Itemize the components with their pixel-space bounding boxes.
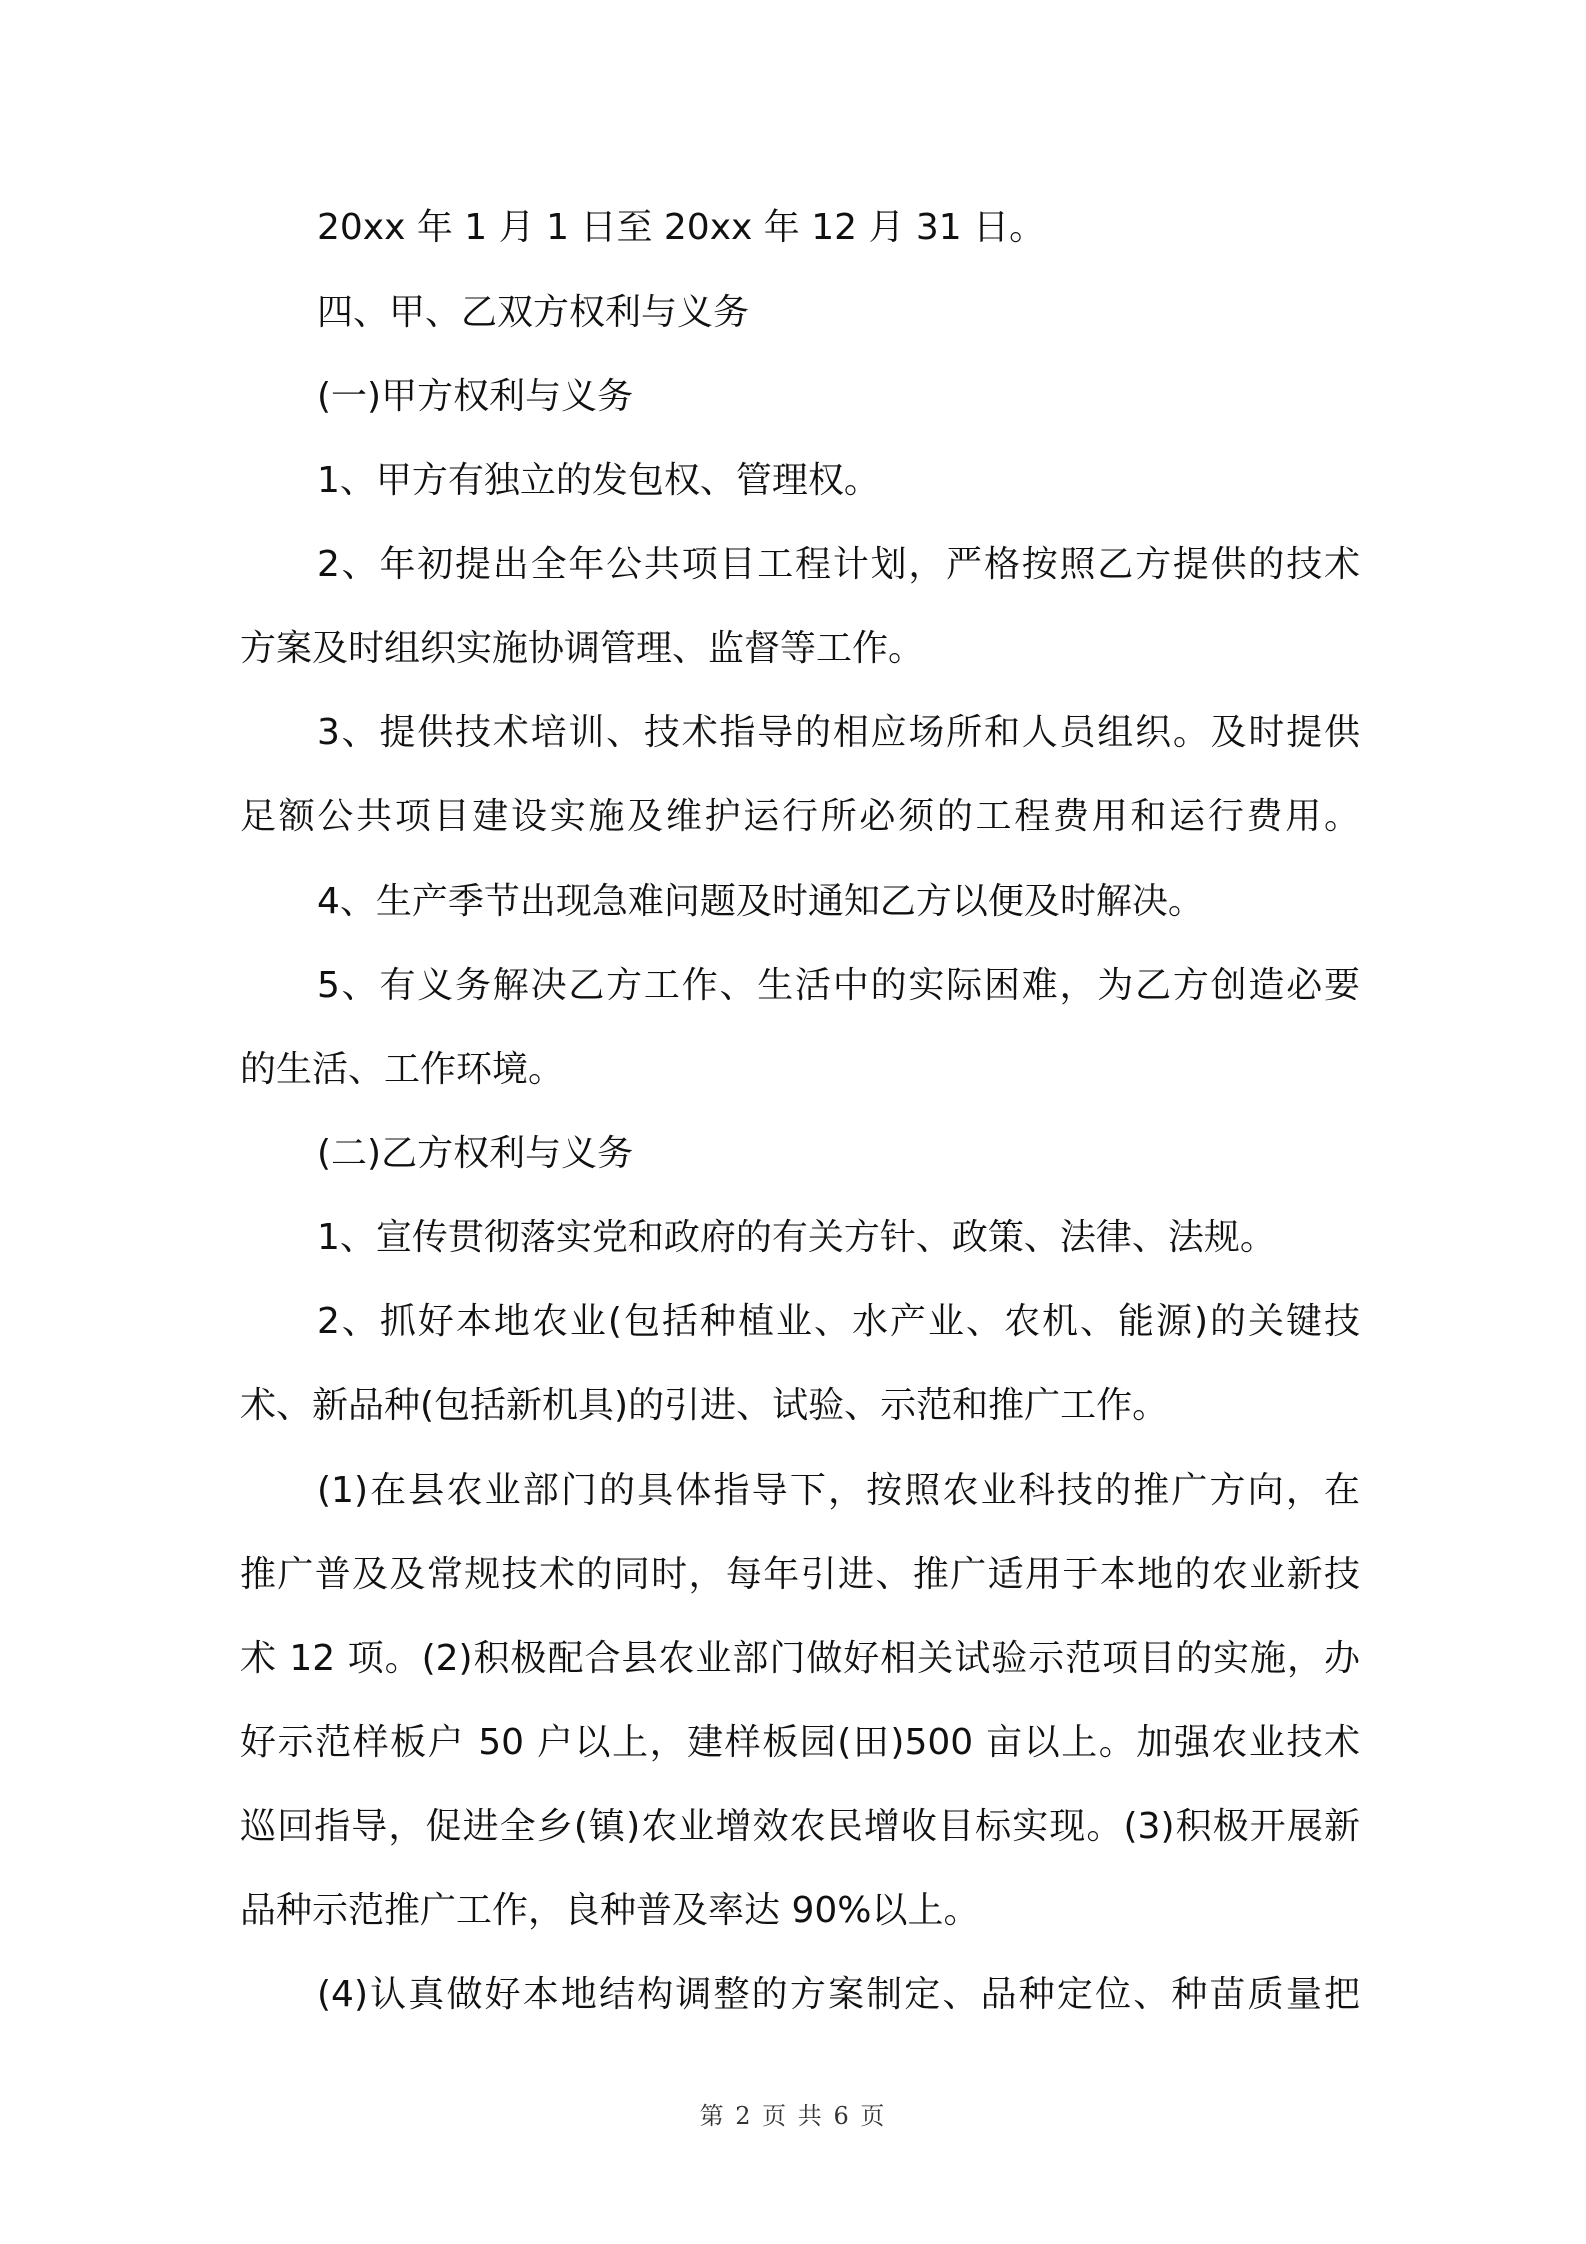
paragraph-line: 好示范样板户 50 户以上，建样板园(田)500 亩以上。加强农业技术	[240, 1722, 1360, 1763]
paragraph-line: 方案及时组织实施协调管理、监督等工作。	[240, 628, 925, 669]
paragraph-line: 4、生产季节出现急难问题及时通知乙方以便及时解决。	[317, 881, 1204, 922]
paragraph-line: 术、新品种(包括新机具)的引进、试验、示范和推广工作。	[240, 1385, 1169, 1426]
paragraph-line: 2、抓好本地农业(包括种植业、水产业、农机、能源)的关键技	[317, 1301, 1360, 1342]
paragraph-line: 推广普及及常规技术的同时，每年引进、推广适用于本地的农业新技	[240, 1554, 1360, 1595]
page-number-footer: 第 2 页 共 6 页	[699, 2102, 887, 2130]
subsection-heading: (一)甲方权利与义务	[317, 376, 634, 417]
section-heading: 四、甲、乙双方权利与义务	[317, 292, 750, 333]
paragraph-line: 5、有义务解决乙方工作、生活中的实际困难，为乙方创造必要	[317, 965, 1360, 1006]
paragraph-line: 20xx 年 1 月 1 日至 20xx 年 12 月 31 日。	[317, 207, 1046, 248]
paragraph-line: 2、年初提出全年公共项目工程计划，严格按照乙方提供的技术	[317, 544, 1360, 585]
paragraph-line: (4)认真做好本地结构调整的方案制定、品种定位、种苗质量把	[317, 1974, 1360, 2015]
paragraph-line: (1)在县农业部门的具体指导下，按照农业科技的推广方向，在	[317, 1470, 1360, 1511]
paragraph-line: 巡回指导，促进全乡(镇)农业增效农民增收目标实现。(3)积极开展新	[240, 1806, 1360, 1847]
subsection-heading: (二)乙方权利与义务	[317, 1133, 634, 1174]
paragraph-line: 的生活、工作环境。	[240, 1049, 565, 1090]
paragraph-line: 1、宣传贯彻落实党和政府的有关方针、政策、法律、法规。	[317, 1217, 1276, 1258]
paragraph-line: 1、甲方有独立的发包权、管理权。	[317, 460, 880, 501]
paragraph-line: 品种示范推广工作，良种普及率达 90%以上。	[240, 1890, 980, 1931]
paragraph-line: 术 12 项。(2)积极配合县农业部门做好相关试验示范项目的实施，办	[240, 1638, 1360, 1679]
paragraph-line: 3、提供技术培训、技术指导的相应场所和人员组织。及时提供	[317, 712, 1360, 753]
paragraph-line: 足额公共项目建设实施及维护运行所必须的工程费用和运行费用。	[240, 796, 1360, 837]
